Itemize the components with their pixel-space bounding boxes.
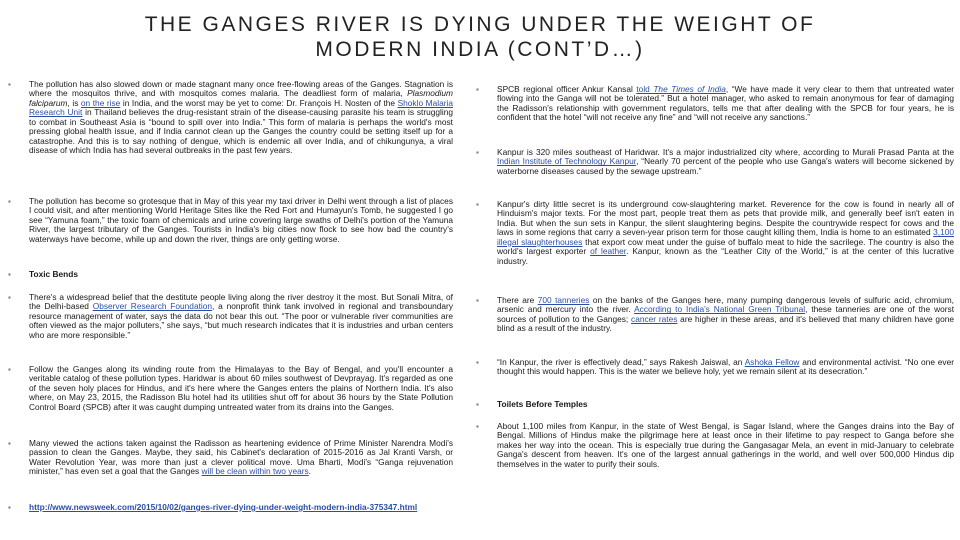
bullet-haridwar bbox=[8, 365, 453, 412]
bullet-rakesh-jaiswal bbox=[476, 358, 954, 377]
bullet-marker: ▪ bbox=[476, 400, 479, 409]
bullet-heading-toxic-bends bbox=[8, 270, 453, 279]
bullet-sonali-mitra bbox=[8, 293, 453, 340]
paragraph: Kanpur's dirty little secret is its underground cow-slaughtering market. Reverence for the cow is found in nearly all of Hinduism's major texts. For the most part, people treat them as pets that provide milk, and generally beef isn't eaten in India. But when the sun sets in Kanpur, the silent slaughtering begins. Despite the countrywide respect for cows and the laws in some regions that carry a seven-year prison term for those caught killing them, India is home to an estimated 3,100 illegal slaughterhouses that export cow meat under the guise of buffalo meat to hide the sacrilege. The country is also the world's largest exporter of leather. Kanpur, known as the “Leather City of the World,” is at the center of this lucrative industry. bbox=[497, 199, 955, 266]
bullet-heading-toilets-before-temples bbox=[476, 400, 954, 409]
bullet-marker: ▪ bbox=[476, 200, 479, 209]
link-iit-kanpur[interactable]: Indian Institute of Technology Kanpur bbox=[497, 156, 637, 167]
link-ashoka-fellow[interactable]: Ashoka Fellow bbox=[744, 357, 800, 367]
bullet-marker: ▪ bbox=[476, 296, 479, 305]
paragraph: Follow the Ganges along its winding route from the Himalayas to the Bay of Bengal, and you'll encounter a veritable catalog of these pollution types. Haridwar is about 60 miles southwest of Devprayag. It's regarded as one of the seven holy places for Hindus, and it's here where the Ganges enters the plains of Northern India. It's also where, on May 23, 2015, the Radisson Blu hotel had its utilities shut off for about 36 hours by the State Pollution Control Board (SPCB) after it was caught dumping untreated water from its drains into the Ganges. bbox=[29, 364, 453, 412]
section-heading: Toilets Before Temples bbox=[497, 399, 588, 409]
bullet-yamuna-foam bbox=[8, 197, 453, 244]
link-national-green-tribunal[interactable]: According to India's National Green Tribunal bbox=[634, 304, 806, 315]
bullet-marker: ▪ bbox=[476, 358, 479, 367]
slide-title-line-1: THE GANGES RIVER IS DYING UNDER THE WEIGHT OF bbox=[144, 13, 816, 36]
bullet-marker: ▪ bbox=[476, 148, 479, 157]
paragraph: The pollution has also slowed down or made stagnant many once free-flowing areas of the Ganges. Stagnation is where the mosquitos thrive, and with mosquitos comes malaria. The deadliest form of malaria, Plasmodium falciparum, is on the rise in India, and the worst may be yet to come: Dr. François H. Nosten of the Shoklo Malaria Research Unit in Thailand believes the drug-resistant strain of the disease-causing parasite his team is struggling to combat in Southeast Asia is “bound to spill over into India.” This form of malaria is perhaps the world's most pressing global health issue, and if India cannot clean up the Ganges the country could be setting itself up for a catastrophe. And this is to say nothing of dengue, which is endemic all over India, and of chikungunya, a viral disease of which India has had several outbreaks in the past few years. bbox=[29, 79, 454, 156]
bullet-source-url bbox=[8, 503, 453, 512]
link-700-tanneries[interactable]: 700 tanneries bbox=[537, 295, 590, 305]
bullet-spcb-kansal bbox=[476, 85, 954, 123]
link-shoklo-malaria-research-unit[interactable]: Shoklo Malaria Research Unit bbox=[29, 97, 453, 118]
species-name: Plasmodium falciparum bbox=[29, 88, 453, 108]
bullet-marker: ▪ bbox=[8, 293, 11, 302]
bullet-marker: ▪ bbox=[8, 503, 11, 512]
slide-title bbox=[40, 12, 920, 62]
bullet-marker: ▪ bbox=[8, 80, 11, 89]
bullet-malaria bbox=[8, 80, 453, 156]
bullet-tanneries bbox=[476, 296, 954, 334]
bullet-cow-slaughter bbox=[476, 200, 954, 266]
bullet-marker: ▪ bbox=[8, 270, 11, 279]
link-told-times-of-india[interactable]: told The Times of India bbox=[636, 84, 726, 94]
link-illegal-slaughterhouses[interactable]: 3,100 illegal slaughterhouses bbox=[497, 227, 954, 247]
paragraph: There's a widespread belief that the destitute people living along the river destroy it the most. But Sonali Mitra, of the Delhi-based Observer Research Foundation, a nonprofit think tank involved in regional and transboundary resource management of water, says the data do not bear this out. “The poor or vulnerable river communities are often viewed as the major polluters,” she says, “but much research indicates that it is industries and urban centers who are more responsible.” bbox=[29, 292, 453, 340]
source-url-link[interactable]: http://www.newsweek.com/2015/10/02/ganges-river-dying-under-weight-modern-india-375347.html bbox=[29, 502, 418, 512]
paragraph: There are 700 tanneries on the banks of the Ganges here, many pumping dangerous levels of sulfuric acid, chromium, arsenic and mercury into the river. According to India's National Green Tribunal, these tanneries are one of the worst sources of pollution to the Ganges; cancer rates are higher in these areas, and it's believed that many children have gone blind as a result of the industry. bbox=[497, 295, 955, 334]
bullet-sagar-island bbox=[476, 422, 954, 469]
bullet-kanpur-haridwar bbox=[476, 148, 954, 176]
paragraph: “In Kanpur, the river is effectively dead,” says Rakesh Jaiswal, an Ashoka Fellow and environmental activist. “No one ever thought this would happen. This is the water we believe holy, yet we remain silent at its desecration.” bbox=[497, 357, 954, 377]
paragraph: About 1,100 miles from Kanpur, in the state of West Bengal, is Sagar Island, where the Ganges drains into the Bay of Bengal. Millions of Hindus make the pilgrimage here at least once in their lifetime to pay respect to Ganga before she makes her way into the ocean. This is especially true during the Gangasagar Mela, an event in mid-January to celebrate Ganga's descent from heaven. It's one of the largest annual gatherings in the world, and well over 500,000 Hindus dip themselves in the water to purify their souls. bbox=[497, 421, 954, 469]
link-of-leather[interactable]: of leather bbox=[590, 246, 627, 257]
bullet-marker: ▪ bbox=[8, 439, 11, 448]
link-observer-research-foundation[interactable]: Observer Research Foundation bbox=[92, 301, 213, 312]
section-heading: Toxic Bends bbox=[29, 269, 78, 279]
paragraph: Many viewed the actions taken against the Radisson as heartening evidence of Prime Minister Narendra Modi's passion to clean the Ganges. Maybe, they said, his Cabinet's declaration of 2015-2016 as Jal Kranti Varsh, or Water Revolution Year, was more than just a clever political move. Uma Bharti, Modi's “Ganga rejuvenation minister,” has even set a goal that the Ganges will be clean within two years. bbox=[29, 438, 453, 477]
paragraph: The pollution has become so grotesque that in May of this year my taxi driver in Delhi went through a list of places I could visit, and after mentioning World Heritage Sites like the Red Fort and Humayun's Tomb, he suggested I go see “Yamuna foam,” the toxic foam of chemicals and urine covering large swaths of Delhi's portion of the Yamuna River, the largest tributary of the Ganges. Tourists in India's big cities now flock to see how bad the country's waterways have become, while up and down the river, things are only getting worse. bbox=[29, 196, 453, 244]
bullet-marker: ▪ bbox=[8, 197, 11, 206]
paragraph: Kanpur is 320 miles southeast of Haridwar. It's a major industrialized city where, according to Murali Prasad Panta at the Indian Institute of Technology Kanpur, “Nearly 70 percent of the people who use Ganga's waters will become sickened by waterborne diseases caused by the sewage upstream.” bbox=[497, 147, 954, 176]
link-on-the-rise[interactable]: on the rise bbox=[80, 97, 121, 108]
bullet-marker: ▪ bbox=[476, 85, 479, 94]
bullet-radisson bbox=[8, 439, 453, 477]
bullet-marker: ▪ bbox=[476, 422, 479, 431]
link-clean-within-two-years[interactable]: will be clean within two years bbox=[201, 466, 309, 477]
paragraph: SPCB regional officer Ankur Kansal told The Times of India, “We have made it very clear to them that untreated water flowing into the Ganga will not be tolerated.” But a hotel manager, who asked to remain anonymous for fear of damaging the Radisson's relationship with government regulators, tells me that after dealing with the SPCB for four years, he is confident that the hotel “will not receive any fine” and “will not receive any sanctions.” bbox=[497, 84, 955, 123]
slide-title-line-2: MODERN INDIA (CONT’D…) bbox=[315, 38, 645, 61]
bullet-marker: ▪ bbox=[8, 365, 11, 374]
link-cancer-rates[interactable]: cancer rates bbox=[631, 313, 678, 324]
